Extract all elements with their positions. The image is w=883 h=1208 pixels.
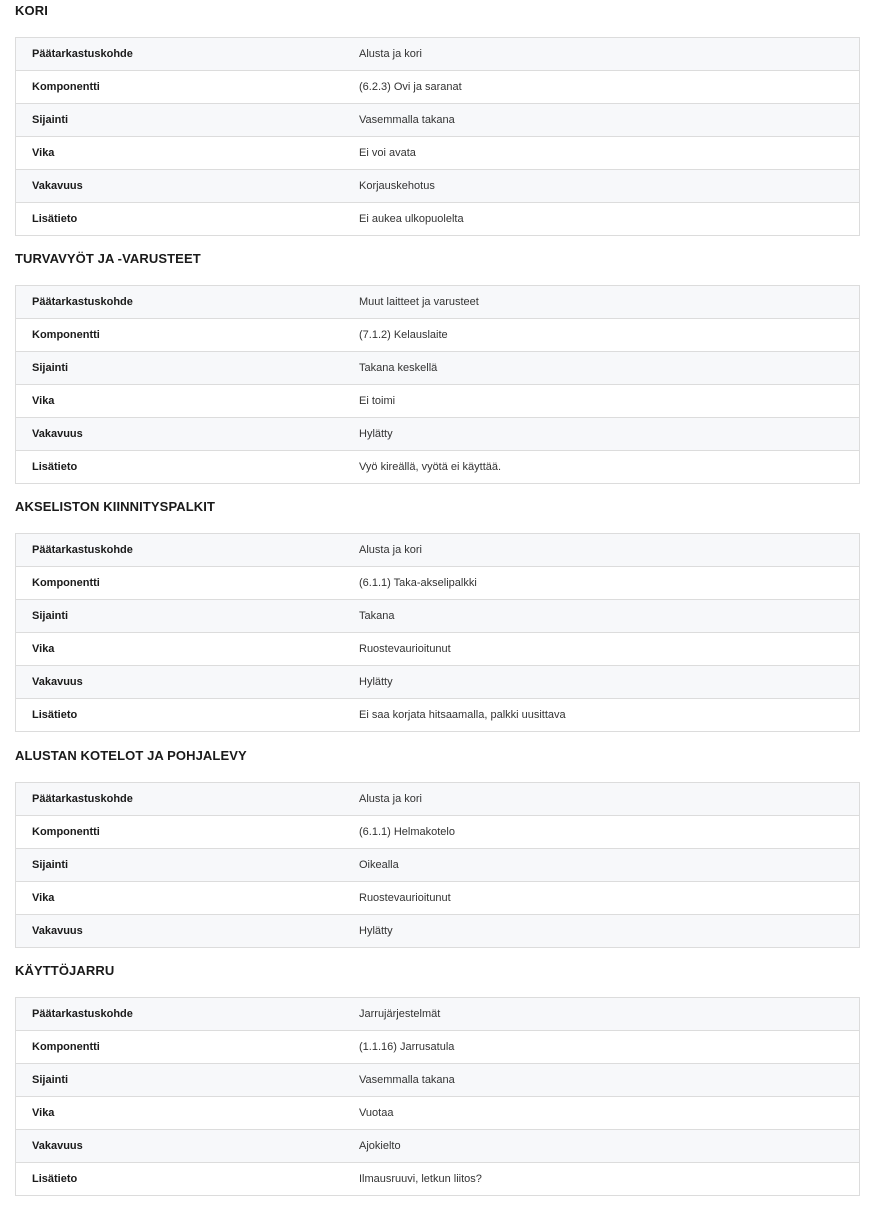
row-value: Takana (359, 610, 395, 622)
row-label: Vika (32, 1107, 55, 1119)
table-row (16, 202, 859, 235)
row-label: Lisätieto (32, 709, 78, 721)
row-value: Alusta ja kori (359, 793, 422, 805)
row-value: Vuotaa (359, 1107, 394, 1119)
table-row (16, 848, 859, 881)
inspection-table (15, 37, 860, 236)
section-title: KÄYTTÖJARRU (15, 963, 115, 978)
table-row (16, 70, 859, 103)
table-row (16, 599, 859, 632)
table-row (16, 998, 859, 1030)
table-row (16, 136, 859, 169)
row-value: Vyö kireällä, vyötä ei käyttää. (359, 461, 502, 473)
row-value: Hylätty (359, 428, 393, 440)
row-value: (6.1.1) Taka-akselipalkki (359, 577, 477, 589)
row-value: (6.2.3) Ovi ja saranat (359, 81, 462, 93)
inspection-table (15, 285, 860, 484)
row-label: Sijainti (32, 362, 69, 374)
table-row (16, 318, 859, 351)
table-row (16, 103, 859, 136)
row-label: Vakavuus (32, 925, 83, 937)
row-label: Lisätieto (32, 1173, 78, 1185)
row-value: Oikealla (359, 859, 399, 871)
table-row (16, 450, 859, 483)
row-value: (7.1.2) Kelauslaite (359, 329, 448, 341)
row-label: Päätarkastuskohde (32, 296, 133, 308)
row-value: (6.1.1) Helmakotelo (359, 826, 455, 838)
row-value: Ei saa korjata hitsaamalla, palkki uusittava (359, 709, 566, 721)
row-label: Lisätieto (32, 213, 78, 225)
row-value: Alusta ja kori (359, 48, 422, 60)
table-row (16, 632, 859, 665)
row-label: Komponentti (32, 577, 100, 589)
row-value: Hylätty (359, 925, 393, 937)
row-value: Ruostevaurioitunut (359, 643, 451, 655)
row-label: Sijainti (32, 859, 69, 871)
table-row (16, 534, 859, 566)
table-row (16, 665, 859, 698)
table-row (16, 1129, 859, 1162)
row-label: Vakavuus (32, 1140, 83, 1152)
row-value: Takana keskellä (359, 362, 438, 374)
row-label: Vakavuus (32, 180, 83, 192)
table-row (16, 384, 859, 417)
row-label: Lisätieto (32, 461, 78, 473)
row-value: Ajokielto (359, 1140, 401, 1152)
row-label: Vakavuus (32, 676, 83, 688)
row-value: Muut laitteet ja varusteet (359, 296, 479, 308)
row-label: Sijainti (32, 610, 69, 622)
table-row (16, 1096, 859, 1129)
table-row (16, 38, 859, 70)
row-value: Alusta ja kori (359, 544, 422, 556)
table-row (16, 286, 859, 318)
table-row (16, 417, 859, 450)
row-label: Komponentti (32, 826, 100, 838)
table-row (16, 698, 859, 731)
table-row (16, 1063, 859, 1096)
table-row (16, 1162, 859, 1195)
row-label: Vika (32, 643, 55, 655)
table-row (16, 169, 859, 202)
row-value: Vasemmalla takana (359, 114, 455, 126)
row-value: Ilmausruuvi, letkun liitos? (359, 1173, 482, 1185)
section-title: AKSELISTON KIINNITYSPALKIT (15, 499, 216, 514)
table-row (16, 566, 859, 599)
row-value: Vasemmalla takana (359, 1074, 455, 1086)
table-row (16, 351, 859, 384)
row-value: Ruostevaurioitunut (359, 892, 451, 904)
table-row (16, 815, 859, 848)
row-value: (1.1.16) Jarrusatula (359, 1041, 455, 1053)
row-label: Vika (32, 395, 55, 407)
row-label: Vakavuus (32, 428, 83, 440)
inspection-table (15, 533, 860, 732)
row-value: Korjauskehotus (359, 180, 435, 192)
row-value: Hylätty (359, 676, 393, 688)
row-label: Päätarkastuskohde (32, 1008, 133, 1020)
row-label: Sijainti (32, 114, 69, 126)
inspection-table (15, 782, 860, 948)
row-label: Komponentti (32, 81, 100, 93)
section-title: ALUSTAN KOTELOT JA POHJALEVY (15, 748, 247, 763)
row-value: Ei voi avata (359, 147, 416, 159)
inspection-table (15, 997, 860, 1196)
row-label: Vika (32, 892, 55, 904)
table-row (16, 1030, 859, 1063)
row-label: Päätarkastuskohde (32, 544, 133, 556)
row-label: Komponentti (32, 329, 100, 341)
row-value: Ei toimi (359, 395, 396, 407)
row-label: Päätarkastuskohde (32, 793, 133, 805)
table-row (16, 783, 859, 815)
row-label: Sijainti (32, 1074, 69, 1086)
table-row (16, 914, 859, 947)
row-label: Komponentti (32, 1041, 100, 1053)
section-title: KORI (15, 3, 48, 18)
row-label: Vika (32, 147, 55, 159)
table-row (16, 881, 859, 914)
section-title: TURVAVYÖT JA -VARUSTEET (15, 251, 201, 266)
row-value: Jarrujärjestelmät (359, 1008, 441, 1020)
row-label: Päätarkastuskohde (32, 48, 133, 60)
row-value: Ei aukea ulkopuolelta (359, 213, 464, 225)
